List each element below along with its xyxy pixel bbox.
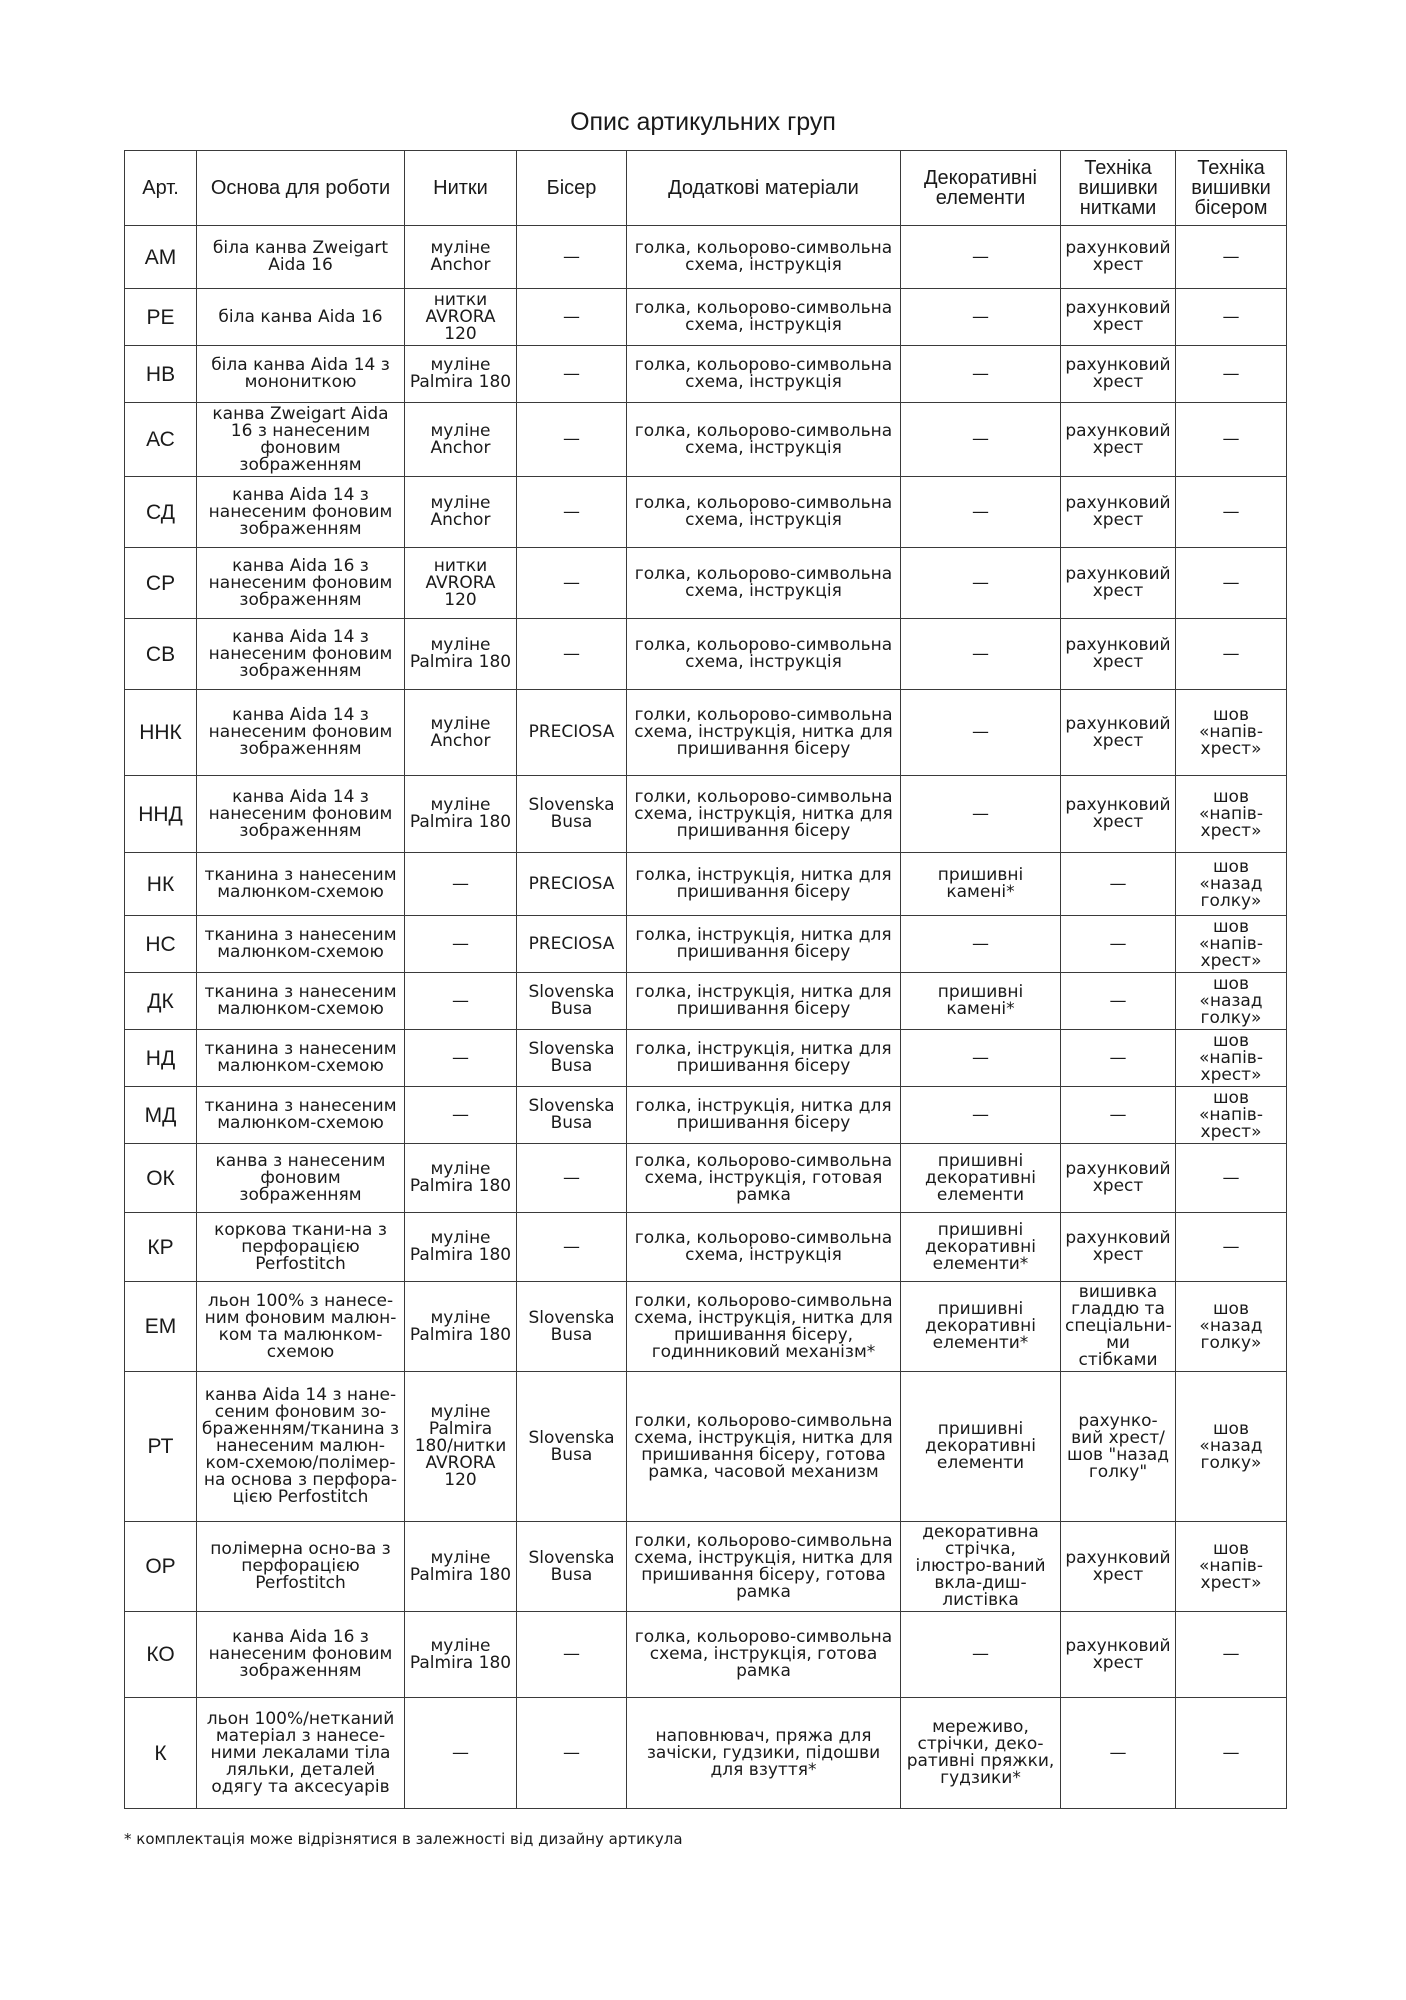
header-decor: Декоративні елементи — [901, 151, 1061, 226]
row-thread-technique-cell: — — [1061, 1087, 1176, 1144]
row-thread-technique-cell: рахунковий хрест — [1061, 1213, 1176, 1282]
row-art-cell: НК — [125, 853, 197, 916]
row-threads-cell: муліне Palmira 180 — [405, 1612, 517, 1698]
row-threads-cell: муліне Palmira 180 — [405, 1522, 517, 1612]
row-base-cell: біла канва Aida 14 з монониткою — [197, 346, 405, 403]
row-art-cell: ННК — [125, 690, 197, 776]
row-materials-cell: голка, кольорово-символьна схема, інструкція — [627, 289, 901, 346]
row-art-cell: ЕМ — [125, 1282, 197, 1372]
row-bead-technique-cell: шов «напів-хрест» — [1176, 690, 1287, 776]
row-threads-cell: — — [405, 1030, 517, 1087]
row-bead-technique-cell: шов «назад голку» — [1176, 1282, 1287, 1372]
footnote: * комплектація може відрізнятися в залежності від дизайну артикула — [124, 1830, 683, 1848]
row-thread-technique-cell: вишивка гладдю та спеціальни-ми стібками — [1061, 1282, 1176, 1372]
row-decor-cell: — — [901, 619, 1061, 690]
row-bead-technique-cell: — — [1176, 1698, 1287, 1809]
row-beads-cell: — — [517, 289, 627, 346]
row-bead-technique-cell: — — [1176, 403, 1287, 477]
row-threads-cell: муліне Anchor — [405, 226, 517, 289]
row-bead-technique-cell: — — [1176, 477, 1287, 548]
row-materials-cell: голка, кольорово-символьна схема, інструкція — [627, 346, 901, 403]
row-beads-cell: Slovenska Busa — [517, 1087, 627, 1144]
row-thread-technique-cell: рахунковий хрест — [1061, 403, 1176, 477]
header-extra-materials: Додаткові матеріали — [627, 151, 901, 226]
row-art-cell: НВ — [125, 346, 197, 403]
row-materials-cell: голка, кольорово-символьна схема, інструкція — [627, 1213, 901, 1282]
row-materials-cell: голка, інструкція, нитка для пришивання бісеру — [627, 973, 901, 1030]
row-thread-technique-cell: — — [1061, 1030, 1176, 1087]
row-bead-technique-cell: — — [1176, 346, 1287, 403]
row-bead-technique-cell: — — [1176, 226, 1287, 289]
table-row — [125, 973, 1287, 1030]
row-materials-cell: голка, кольорово-символьна схема, інструкція — [627, 403, 901, 477]
row-bead-technique-cell: — — [1176, 1612, 1287, 1698]
table-row — [125, 403, 1287, 477]
row-materials-cell: голки, кольорово-символьна схема, інструкція, нитка для пришивання бісеру, готова рамка, часовой механизм — [627, 1372, 901, 1522]
row-decor-cell: декоративна стрічка, ілюстро-ваний вкла-диш-листівка — [901, 1522, 1061, 1612]
row-art-cell: ОК — [125, 1144, 197, 1213]
row-materials-cell: голки, кольорово-символьна схема, інструкція, нитка для пришивання бісеру — [627, 776, 901, 853]
row-beads-cell: — — [517, 548, 627, 619]
row-base-cell: коркова ткани-на з перфорацією Perfostitch — [197, 1213, 405, 1282]
row-bead-technique-cell: — — [1176, 619, 1287, 690]
row-threads-cell: муліне Palmira 180 — [405, 776, 517, 853]
row-thread-technique-cell: рахунковий хрест — [1061, 346, 1176, 403]
row-beads-cell: — — [517, 403, 627, 477]
row-materials-cell: голка, кольорово-символьна схема, інструкція — [627, 619, 901, 690]
row-thread-technique-cell: рахунковий хрест — [1061, 1612, 1176, 1698]
row-bead-technique-cell: — — [1176, 1213, 1287, 1282]
row-bead-technique-cell: шов «напів-хрест» — [1176, 1030, 1287, 1087]
row-beads-cell: — — [517, 1698, 627, 1809]
row-art-cell: КР — [125, 1213, 197, 1282]
row-bead-technique-cell: шов «назад голку» — [1176, 853, 1287, 916]
row-thread-technique-cell: — — [1061, 973, 1176, 1030]
row-materials-cell: голки, кольорово-символьна схема, інструкція, нитка для пришивання бісеру — [627, 690, 901, 776]
row-threads-cell: — — [405, 1087, 517, 1144]
row-materials-cell: голка, кольорово-символьна схема, інструкція — [627, 548, 901, 619]
table-row — [125, 289, 1287, 346]
row-beads-cell: — — [517, 1144, 627, 1213]
row-thread-technique-cell: рахунковий хрест — [1061, 226, 1176, 289]
row-bead-technique-cell: — — [1176, 289, 1287, 346]
row-base-cell: полімерна осно-ва з перфорацією Perfostitch — [197, 1522, 405, 1612]
row-art-cell: ДК — [125, 973, 197, 1030]
row-decor-cell: — — [901, 1087, 1061, 1144]
row-base-cell: льон 100% з нанесе-ним фоновим малюн-ком та малюнком-схемою — [197, 1282, 405, 1372]
row-art-cell: НС — [125, 916, 197, 973]
row-decor-cell: — — [901, 548, 1061, 619]
row-threads-cell: муліне Palmira 180 — [405, 619, 517, 690]
row-thread-technique-cell: рахунковий хрест — [1061, 477, 1176, 548]
header-bead-technique: Техніка вишивки бісером — [1176, 151, 1287, 226]
table-row — [125, 1213, 1287, 1282]
row-base-cell: канва Zweigart Aida 16 з нанесеним фоновим зображенням — [197, 403, 405, 477]
row-beads-cell: — — [517, 226, 627, 289]
row-beads-cell: — — [517, 346, 627, 403]
table-row — [125, 346, 1287, 403]
row-decor-cell: — — [901, 690, 1061, 776]
row-materials-cell: голка, інструкція, нитка для пришивання бісеру — [627, 916, 901, 973]
row-decor-cell: — — [901, 226, 1061, 289]
row-art-cell: ОР — [125, 1522, 197, 1612]
row-materials-cell: голка, інструкція, нитка для пришивання бісеру — [627, 1030, 901, 1087]
header-beads: Бісер — [517, 151, 627, 226]
row-bead-technique-cell: — — [1176, 1144, 1287, 1213]
table-row — [125, 1612, 1287, 1698]
row-threads-cell: муліне Anchor — [405, 403, 517, 477]
row-bead-technique-cell: шов «напів-хрест» — [1176, 916, 1287, 973]
row-art-cell: РЕ — [125, 289, 197, 346]
row-art-cell: ННД — [125, 776, 197, 853]
row-decor-cell: мереживо, стрічки, деко-ративні пряжки, гудзики* — [901, 1698, 1061, 1809]
row-thread-technique-cell: рахунковий хрест — [1061, 289, 1176, 346]
row-beads-cell: — — [517, 619, 627, 690]
row-thread-technique-cell: рахунковий хрест — [1061, 776, 1176, 853]
article-groups-table — [124, 150, 1287, 1809]
row-thread-technique-cell: рахунко-вий хрест/ шов "назад голку" — [1061, 1372, 1176, 1522]
row-base-cell: канва Aida 14 з нане-сеним фоновим зо-браженням/тканина з нанесеним малюн-ком-схемою/полімер-на основа з перфора-цією Perfostitch — [197, 1372, 405, 1522]
row-base-cell: канва Aida 16 з нанесеним фоновим зображенням — [197, 548, 405, 619]
row-art-cell: СД — [125, 477, 197, 548]
row-art-cell: АМ — [125, 226, 197, 289]
table-row — [125, 226, 1287, 289]
row-thread-technique-cell: рахунковий хрест — [1061, 690, 1176, 776]
row-materials-cell: голка, кольорово-символьна схема, інструкція, готовая рамка — [627, 1144, 901, 1213]
table-row — [125, 1698, 1287, 1809]
row-decor-cell: — — [901, 403, 1061, 477]
row-base-cell: біла канва Zweigart Aida 16 — [197, 226, 405, 289]
row-threads-cell: муліне Palmira 180 — [405, 1144, 517, 1213]
page-title: Опис артикульних груп — [570, 108, 836, 136]
row-beads-cell: Slovenska Busa — [517, 973, 627, 1030]
row-beads-cell: Slovenska Busa — [517, 1372, 627, 1522]
row-base-cell: льон 100%/нетканий матеріал з нанесе-ними лекалами тіла ляльки, деталей одягу та аксесуарів — [197, 1698, 405, 1809]
row-bead-technique-cell: шов «назад голку» — [1176, 973, 1287, 1030]
row-decor-cell: — — [901, 1030, 1061, 1087]
row-base-cell: канва Aida 14 з нанесеним фоновим зображенням — [197, 477, 405, 548]
row-art-cell: КО — [125, 1612, 197, 1698]
row-threads-cell: — — [405, 973, 517, 1030]
row-art-cell: СР — [125, 548, 197, 619]
table-row — [125, 619, 1287, 690]
row-thread-technique-cell: рахунковий хрест — [1061, 548, 1176, 619]
row-art-cell: РТ — [125, 1372, 197, 1522]
table-row — [125, 548, 1287, 619]
row-base-cell: канва Aida 14 з нанесеним фоновим зображенням — [197, 690, 405, 776]
row-art-cell: НД — [125, 1030, 197, 1087]
row-threads-cell: муліне Palmira 180 — [405, 346, 517, 403]
table-row — [125, 1522, 1287, 1612]
row-beads-cell: PRECIOSA — [517, 916, 627, 973]
row-decor-cell: пришивні декоративні елементи* — [901, 1282, 1061, 1372]
table-header-row — [125, 151, 1287, 226]
row-thread-technique-cell: рахунковий хрест — [1061, 1144, 1176, 1213]
row-threads-cell: — — [405, 916, 517, 973]
row-decor-cell: пришивні декоративні елементи — [901, 1144, 1061, 1213]
row-base-cell: біла канва Aida 16 — [197, 289, 405, 346]
row-bead-technique-cell: — — [1176, 548, 1287, 619]
row-bead-technique-cell: шов «напів-хрест» — [1176, 776, 1287, 853]
row-materials-cell: голка, кольорово-символьна схема, інструкція — [627, 226, 901, 289]
table-row — [125, 1030, 1287, 1087]
row-base-cell: тканина з нанесеним малюнком-схемою — [197, 1087, 405, 1144]
row-threads-cell: — — [405, 1698, 517, 1809]
row-decor-cell: пришивні камені* — [901, 973, 1061, 1030]
row-materials-cell: голки, кольорово-символьна схема, інструкція, нитка для пришивання бісеру, готова рамка — [627, 1522, 901, 1612]
row-base-cell: тканина з нанесеним малюнком-схемою — [197, 973, 405, 1030]
row-thread-technique-cell: рахунковий хрест — [1061, 1522, 1176, 1612]
row-base-cell: тканина з нанесеним малюнком-схемою — [197, 1030, 405, 1087]
row-threads-cell: муліне Anchor — [405, 477, 517, 548]
row-decor-cell: — — [901, 916, 1061, 973]
table-row — [125, 1282, 1287, 1372]
row-beads-cell: Slovenska Busa — [517, 1030, 627, 1087]
row-bead-technique-cell: шов «напів-хрест» — [1176, 1087, 1287, 1144]
row-thread-technique-cell: — — [1061, 1698, 1176, 1809]
row-base-cell: тканина з нанесеним малюнком-схемою — [197, 916, 405, 973]
row-beads-cell: — — [517, 1213, 627, 1282]
row-threads-cell: муліне Palmira 180 — [405, 1213, 517, 1282]
row-decor-cell: — — [901, 346, 1061, 403]
row-threads-cell: муліне Palmira 180/нитки AVRORA 120 — [405, 1372, 517, 1522]
row-materials-cell: наповнювач, пряжа для зачіски, гудзики, підошви для взуття* — [627, 1698, 901, 1809]
row-base-cell: тканина з нанесеним малюнком-схемою — [197, 853, 405, 916]
row-thread-technique-cell: — — [1061, 916, 1176, 973]
row-thread-technique-cell: рахунковий хрест — [1061, 619, 1176, 690]
row-bead-technique-cell: шов «назад голку» — [1176, 1372, 1287, 1522]
row-beads-cell: Slovenska Busa — [517, 1522, 627, 1612]
row-materials-cell: голка, інструкція, нитка для пришивання бісеру — [627, 853, 901, 916]
row-base-cell: канва Aida 14 з нанесеним фоновим зображенням — [197, 776, 405, 853]
row-materials-cell: голка, кольорово-символьна схема, інструкція — [627, 477, 901, 548]
table-row — [125, 1144, 1287, 1213]
row-threads-cell: нитки AVRORA 120 — [405, 548, 517, 619]
row-art-cell: СВ — [125, 619, 197, 690]
row-thread-technique-cell: — — [1061, 853, 1176, 916]
row-decor-cell: — — [901, 289, 1061, 346]
row-decor-cell: пришивні декоративні елементи — [901, 1372, 1061, 1522]
row-threads-cell: муліне Anchor — [405, 690, 517, 776]
header-thread-technique: Техніка вишивки нитками — [1061, 151, 1176, 226]
table-row — [125, 1372, 1287, 1522]
row-materials-cell: голка, інструкція, нитка для пришивання бісеру — [627, 1087, 901, 1144]
row-beads-cell: PRECIOSA — [517, 690, 627, 776]
row-art-cell: МД — [125, 1087, 197, 1144]
row-base-cell: канва Aida 16 з нанесеним фоновим зображенням — [197, 1612, 405, 1698]
row-threads-cell: муліне Palmira 180 — [405, 1282, 517, 1372]
row-threads-cell: — — [405, 853, 517, 916]
table-row — [125, 776, 1287, 853]
row-materials-cell: голка, кольорово-символьна схема, інструкція, готова рамка — [627, 1612, 901, 1698]
row-beads-cell: Slovenska Busa — [517, 1282, 627, 1372]
row-materials-cell: голки, кольорово-символьна схема, інструкція, нитка для пришивання бісеру, годинниковий механізм* — [627, 1282, 901, 1372]
row-decor-cell: — — [901, 477, 1061, 548]
table-row — [125, 690, 1287, 776]
row-beads-cell: — — [517, 1612, 627, 1698]
header-threads: Нитки — [405, 151, 517, 226]
row-beads-cell: — — [517, 477, 627, 548]
row-beads-cell: PRECIOSA — [517, 853, 627, 916]
table-row — [125, 1087, 1287, 1144]
table-row — [125, 916, 1287, 973]
row-decor-cell: — — [901, 776, 1061, 853]
row-base-cell: канва Aida 14 з нанесеним фоновим зображенням — [197, 619, 405, 690]
header-art: Арт. — [125, 151, 197, 226]
row-beads-cell: Slovenska Busa — [517, 776, 627, 853]
row-decor-cell: пришивні камені* — [901, 853, 1061, 916]
row-decor-cell: — — [901, 1612, 1061, 1698]
row-bead-technique-cell: шов «напів-хрест» — [1176, 1522, 1287, 1612]
row-art-cell: АС — [125, 403, 197, 477]
table-row — [125, 477, 1287, 548]
row-art-cell: К — [125, 1698, 197, 1809]
row-base-cell: канва з нанесеним фоновим зображенням — [197, 1144, 405, 1213]
row-threads-cell: нитки AVRORA 120 — [405, 289, 517, 346]
header-base: Основа для роботи — [197, 151, 405, 226]
row-decor-cell: пришивні декоративні елементи* — [901, 1213, 1061, 1282]
table-row — [125, 853, 1287, 916]
